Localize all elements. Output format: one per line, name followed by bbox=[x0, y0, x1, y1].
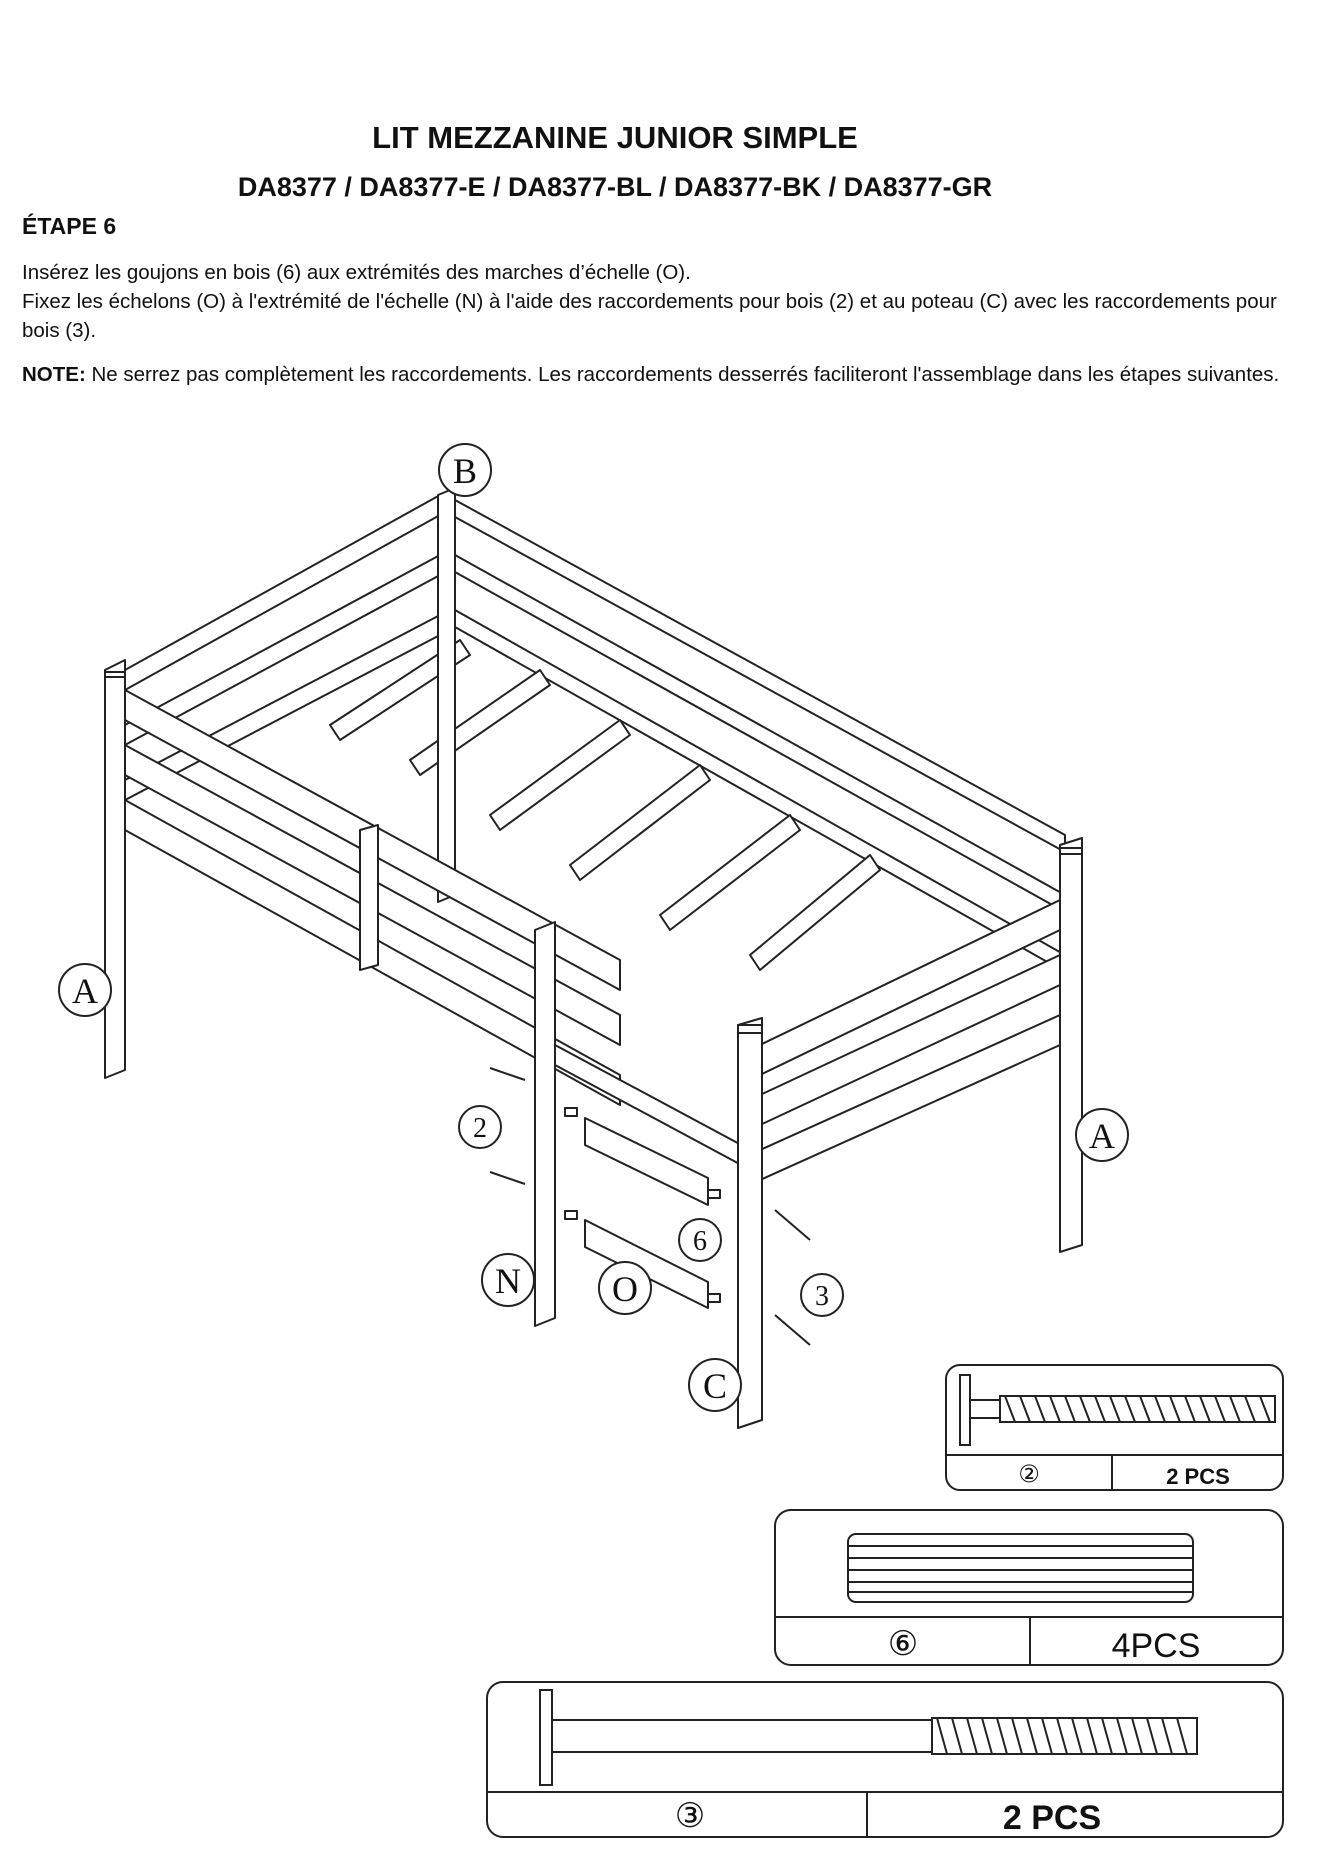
label-part-3: 3 bbox=[815, 1281, 829, 1312]
part-box-3 bbox=[487, 1682, 1283, 1837]
part-box-6 bbox=[775, 1510, 1283, 1665]
part-qty-3: 2 PCS bbox=[1002, 1799, 1102, 1837]
note-text: Ne serrez pas complètement les raccordements. Les raccordements desserrés faciliteront l'assemblage dans les étapes suivantes. bbox=[85, 363, 1280, 386]
label-part-2: 2 bbox=[473, 1113, 487, 1144]
note-label: NOTE: bbox=[22, 363, 86, 386]
part-qty-6: 4PCS bbox=[1111, 1627, 1201, 1665]
document-title: LIT MEZZANINE JUNIOR SIMPLE bbox=[372, 120, 858, 155]
wooden-dowel-icon bbox=[848, 1534, 1193, 1602]
part-qty-2: 2 PCS bbox=[1166, 1464, 1230, 1489]
step-heading: ÉTAPE 6 bbox=[22, 213, 117, 239]
label-C: C bbox=[702, 1366, 728, 1406]
label-A-left: A bbox=[72, 971, 98, 1011]
label-part-6: 6 bbox=[693, 1226, 707, 1257]
instruction-line: Fixez les échelons (O) à l'extrémité de l'échelle (N) à l'aide des raccordements pour bois (2) et au poteau (C) avec les raccordements pour bois (3). bbox=[22, 290, 1277, 342]
part-id-3: ③ bbox=[674, 1797, 706, 1835]
instruction-line: Insérez les goujons en bois (6) aux extrémités des marches d’échelle (O). bbox=[22, 261, 691, 284]
label-N: N bbox=[495, 1261, 521, 1301]
label-O: O bbox=[612, 1269, 638, 1309]
label-B: B bbox=[452, 451, 478, 491]
part-id-2: ② bbox=[1018, 1461, 1040, 1488]
part-box-2 bbox=[946, 1365, 1283, 1490]
model-numbers: DA8377 / DA8377-E / DA8377-BL / DA8377-BK / DA8377-GR bbox=[237, 172, 993, 202]
part-id-6: ⑥ bbox=[887, 1625, 919, 1663]
label-A-right: A bbox=[1089, 1116, 1115, 1156]
